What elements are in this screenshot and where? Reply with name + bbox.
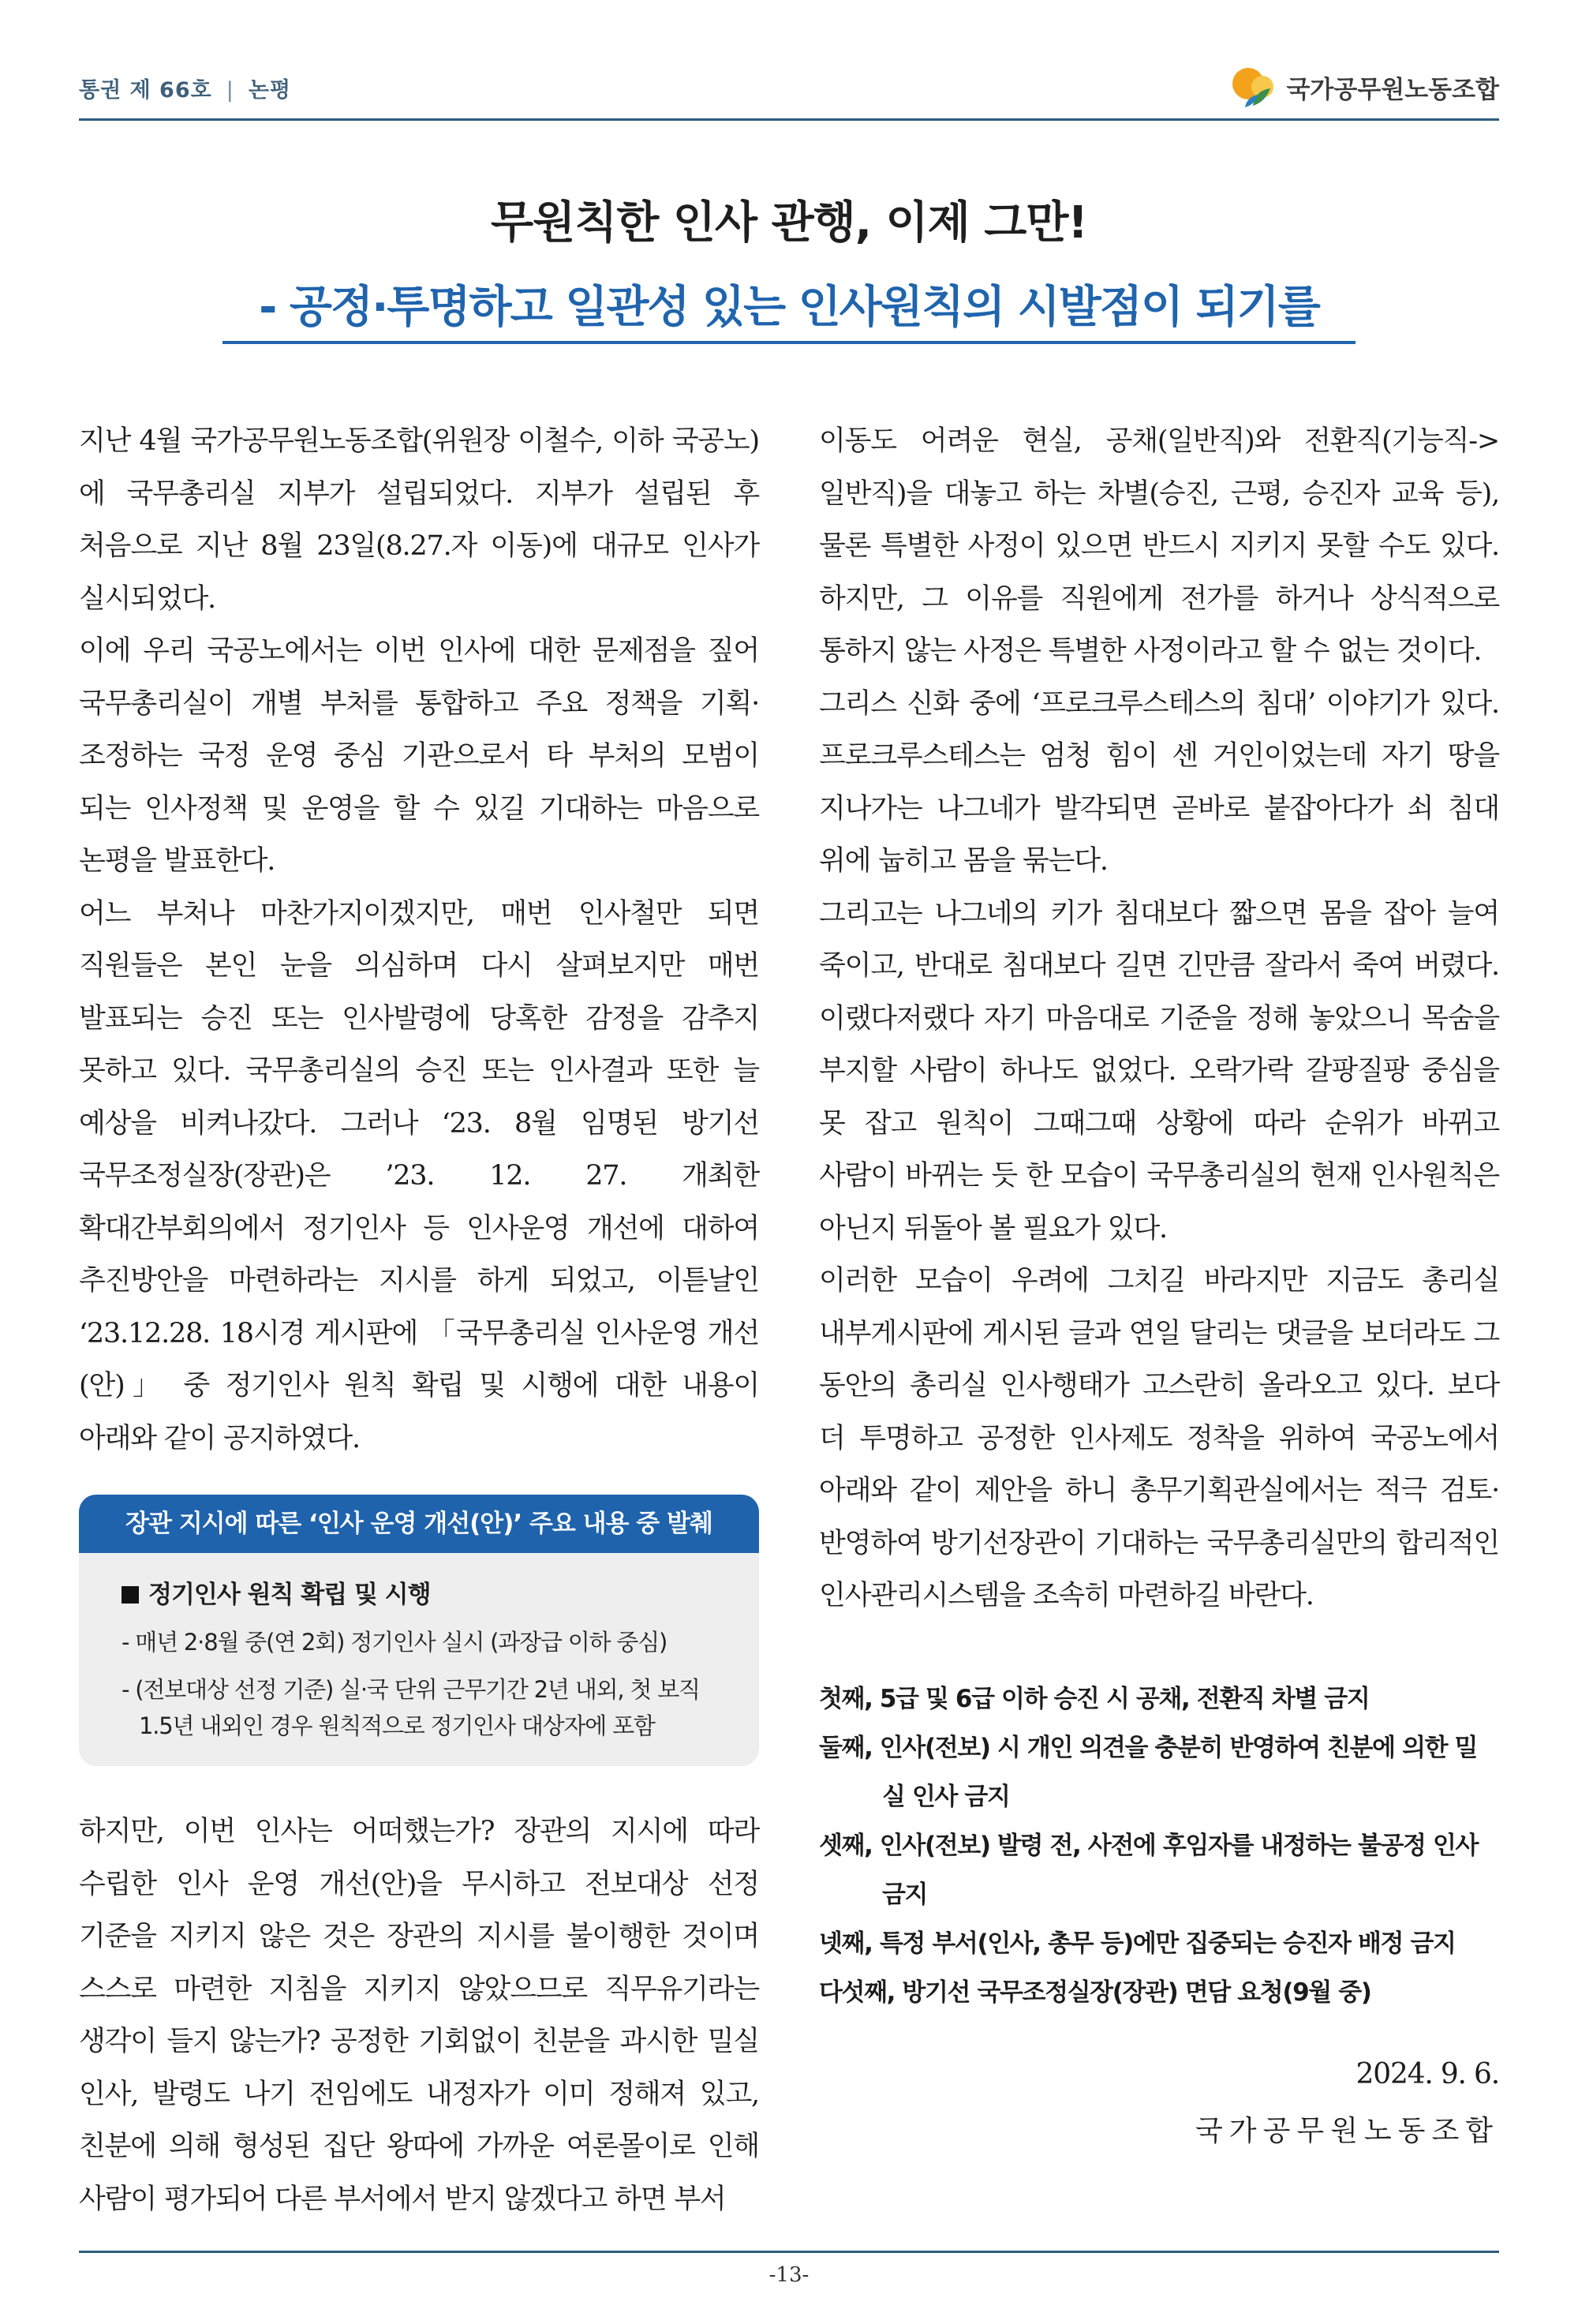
proposal-label: 다섯째,	[819, 1978, 896, 2007]
paragraph: 그리고는 나그네의 키가 침대보다 짧으면 몸을 잡아 늘여 죽이고, 반대로 침대보다 길면 긴만큼 잘라서 죽여 버렸다. 이랬다저랬다 자기 마음대로 기준을 정해 놓았으니 목숨을 부지할 사람이 하나도 없었다. 오락가락 갈팡질팡 중심을 못 잡고 원칙이 그때그때 상황에 따라 순위가 바뀌고 사람이 바뀌는 듯 한 모습이 국무총리실의 현재 인사원칙은 아닌지 뒤돌아 볼 필요가 있다.	[819, 897, 1499, 1244]
page-header	[79, 65, 1499, 112]
proposal-item	[819, 1821, 1499, 1919]
sub-title: - 공정·투명하고 일관성 있는 인사원칙의 시발점이 되기를	[259, 282, 1319, 333]
proposal-item	[819, 1675, 1499, 1723]
proposal-text: 방기선 국무조정실장(장관) 면담 요청(9월 중)	[902, 1978, 1371, 2007]
proposal-text: 5급 및 6급 이하 승진 시 공채, 전환직 차별 금지	[879, 1684, 1370, 1713]
paragraph: 이동도 어려운 현실, 공채(일반직)와 전환직(기능직->일반직)을 대놓고 하는 차별(승진, 근평, 승진자 교육 등), 물론 특별한 사정이 있으면 반드시 지키지 못할 수도 있다. 하지만, 그 이유를 직원에게 전가를 하거나 상식적으로 통하지 않는 사정은 특별한 사정이라고 할 수 없는 것이다.	[819, 425, 1499, 667]
proposal-list	[819, 1675, 1499, 2017]
page-number: -13-	[768, 2263, 810, 2287]
issue-section-label	[79, 73, 291, 103]
separator: |	[226, 78, 234, 103]
proposal-label: 셋째,	[819, 1831, 873, 1860]
right-column	[819, 415, 1499, 2158]
proposal-label: 넷째,	[819, 1929, 873, 1958]
callout-subheading	[122, 1577, 759, 1613]
union-logo	[1231, 65, 1499, 109]
main-title: 무원칙한 인사 관행, 이제 그만!	[491, 197, 1087, 249]
title-underline	[222, 341, 1356, 344]
square-bullet-icon	[122, 1586, 139, 1604]
paragraph: 그리스 신화 중에 ‘프로크루스테스의 침대’ 이야기가 있다. 프로크루스테스는 엄청 힘이 센 거인이었는데 자기 땅을 지나가는 나그네가 발각되면 곧바로 붙잡아다가 쇠 침대 위에 눕히고 몸을 묶는다.	[819, 687, 1499, 877]
proposal-text: 인사(전보) 발령 전, 사전에 후임자를 내정하는 불공정 인사 금지	[879, 1831, 1479, 1909]
proposal-item	[819, 1919, 1499, 1968]
paragraph: 어느 부처나 마찬가지이겠지만, 매번 인사철만 되면 직원들은 본인 눈을 의심하며 다시 살펴보지만 매번 발표되는 승진 또는 인사발령에 당혹한 감정을 감추지 못하고 있다. 국무총리실의 승진 또는 인사결과 또한 늘 예상을 비켜나갔다. 그러나 ‘23. 8월 임명된 방기선 국무조정실장(장관)은 ’23. 12. 27. 개최한 확대간부회의에서 정기인사 등 인사운영 개선에 대하여 추진방안을 마련하라는 지시를 하게 되었고, 이튿날인 ‘23.12.28. 18시경 게시판에 「국무총리실 인사운영 개선(안)」 중 정기인사 원칙 확립 및 시행에 대한 내용이 아래와 같이 공지하였다.	[79, 897, 759, 1454]
org-name: 국가공무원노동조합	[1286, 75, 1499, 104]
paragraph: 이러한 모습이 우려에 그치길 바라지만 지금도 총리실 내부게시판에 게시된 글과 연일 달리는 댓글을 보더라도 그 동안의 총리실 인사행태가 고스란히 올라오고 있다. 보다 더 투명하고 공정한 인사제도 정착을 위하여 국공노에서 아래와 같이 제안을 하니 총무기획관실에서는 적극 검토·반영하여 방기선장관이 기대하는 국무총리실만의 합리적인 인사관리시스템을 조속히 마련하길 바란다.	[819, 1265, 1499, 1611]
paragraph: 하지만, 이번 인사는 어떠했는가? 장관의 지시에 따라 수립한 인사 운영 개선(안)을 무시하고 전보대상 선정 기준을 지키지 않은 것은 장관의 지시를 불이행한 것이며 스스로 마련한 지침을 지키지 않았으므로 직무유기라는 생각이 들지 않는가? 공정한 기회없이 친분을 과시한 밀실 인사, 발령도 나기 전임에도 내정자가 이미 정해져 있고, 친분에 의해 형성된 집단 왕따에 가까운 여론몰이로 인해 사람이 평가되어 다른 부서에서 받지 않겠다고 하면 부서	[79, 1816, 759, 2215]
proposal-text: 특정 부서(인사, 총무 등)에만 집중되는 승진자 배정 금지	[879, 1929, 1456, 1958]
proposal-item	[819, 1968, 1499, 2017]
callout-item: - (전보대상 선정 기준) 실·국 단위 근무기간 2년 내외, 첫 보직 1.5년 내외인 경우 원칙적으로 정기인사 대상자에 포함	[122, 1676, 700, 1739]
proposal-label: 첫째,	[819, 1684, 873, 1713]
closing-date: 2024. 9. 6.	[1356, 2057, 1499, 2090]
callout-box	[79, 1495, 759, 1766]
closing-org: 국가공무원노동조합	[1195, 2115, 1499, 2147]
proposal-label: 둘째,	[819, 1733, 873, 1762]
section-name: 논평	[248, 78, 291, 103]
paragraph: 지난 4월 국가공무원노동조합(위원장 이철수, 이하 국공노)에 국무총리실 지부가 설립되었다. 지부가 설립된 후 처음으로 지난 8월 23일(8.27.자 이동)에 대규모 인사가 실시되었다.	[79, 425, 759, 615]
callout-heading: 장관 지시에 따른 ‘인사 운영 개선(안)’ 주요 내용 중 발췌	[79, 1495, 759, 1553]
proposal-item	[819, 1723, 1499, 1821]
left-column	[79, 415, 759, 2225]
union-logo-icon	[1231, 65, 1278, 109]
paragraph: 이에 우리 국공노에서는 이번 인사에 대한 문제점을 짚어 국무총리실이 개별 부처를 통합하고 주요 정책을 기획·조정하는 국정 운영 중심 기관으로서 타 부처의 모범이 되는 인사정책 및 운영을 할 수 있길 기대하는 마음으로 논평을 발표한다.	[79, 635, 759, 877]
callout-subheading-text: 정기인사 원칙 확립 및 시행	[148, 1581, 431, 1609]
callout-item: - 매년 2·8월 중(연 2회) 정기인사 실시 (과장급 이하 중심)	[122, 1629, 667, 1656]
issue-number: 통권 제 66호	[79, 78, 212, 103]
proposal-text: 인사(전보) 시 개인 의견을 충분히 반영하여 친분에 의한 밀실 인사 금지	[879, 1733, 1478, 1811]
header-divider	[79, 118, 1499, 121]
footer-divider	[79, 2251, 1499, 2253]
